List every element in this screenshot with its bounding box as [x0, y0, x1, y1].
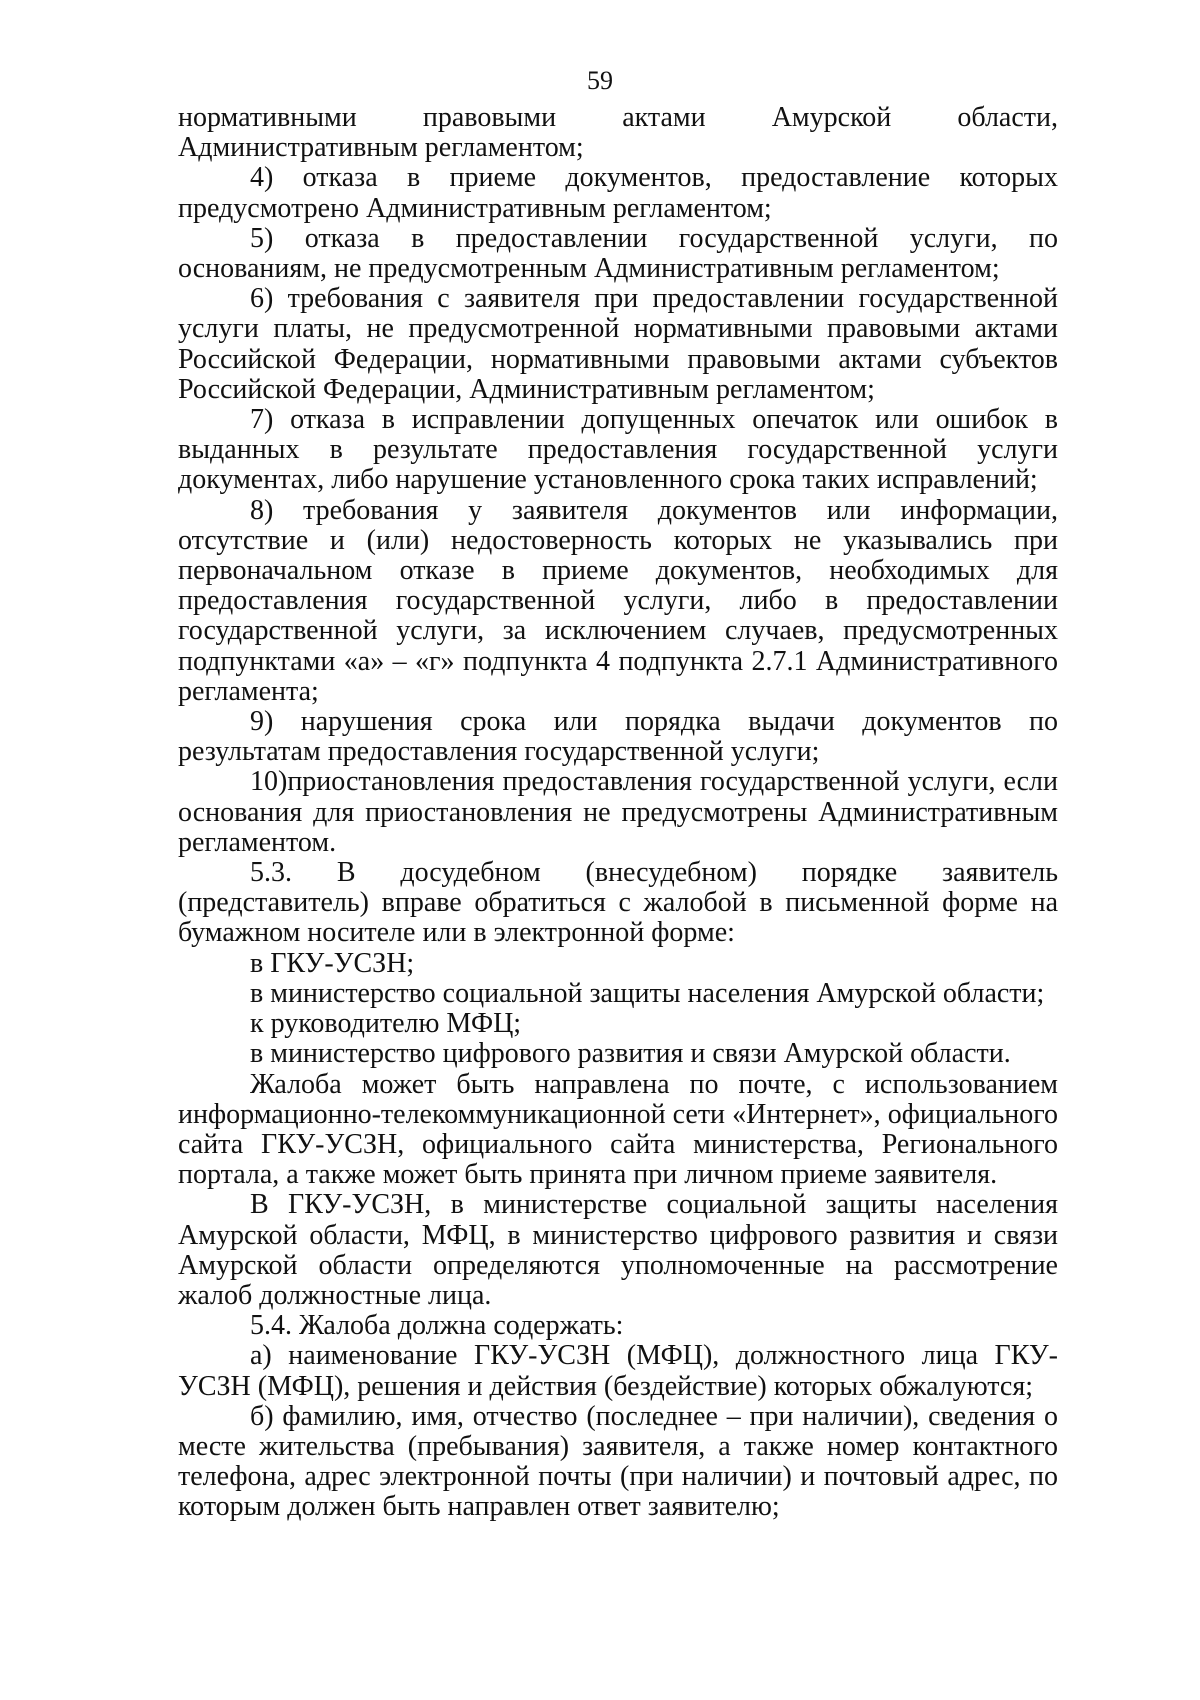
complaint-recipient-gku: в ГКУ-УСЗН; [250, 947, 415, 979]
complaint-recipient-mfc: к руководителю МФЦ; [250, 1008, 522, 1040]
list-item-8: 8) требования у заявителя документов или информации, отсутствие и (или) недостоверность которых не указывались при первоначальном отказе в приеме документов, необходимых для предоставления государственной услуги, либо в предоставлении государственной услуги, за исключением случаев, предусмотренных подпунктами «а» – «г» подпункта 4 подпункта 2.7.1 Административного регламента; [178, 494, 1058, 707]
complaint-channels-paragraph: Жалоба может быть направлена по почте, с использованием информационно-телекоммуникационной сети «Интернет», официального сайта ГКУ-УСЗН, официального сайта министерства, Регионального портала, а также может быть принята при личном приеме заявителя. [178, 1068, 1058, 1191]
list-item-5: 5) отказа в предоставлении государственной услуги, по основаниям, не предусмотренным Административным регламентом; [178, 222, 1058, 285]
section-5-4: 5.4. Жалоба должна содержать: [250, 1310, 624, 1342]
list-item-9: 9) нарушения срока или порядка выдачи документов по результатам предоставления государственной услуги; [178, 706, 1058, 768]
paragraph: нормативными правовыми актами Амурской области, Административным регламентом; [178, 102, 1058, 164]
document-body [178, 103, 1058, 1523]
list-item-6: 6) требования с заявителя при предоставлении государственной услуги платы, не предусмотренной нормативными правовыми актами Российской Федерации, нормативными правовыми актами субъектов Российской Федерации, Административным регламентом; [178, 283, 1058, 405]
authorized-officials-paragraph: В ГКУ-УСЗН, в министерстве социальной защиты населения Амурской области, МФЦ, в министерство цифрового развития и связи Амурской области определяются уполномоченные на рассмотрение жалоб должностные лица. [178, 1189, 1058, 1311]
complaint-recipient-ministry-digital: в министерство цифрового развития и связи Амурской области. [250, 1038, 1011, 1070]
page-number: 59 [587, 66, 613, 95]
list-item-b: б) фамилию, имя, отчество (последнее – при наличии), сведения о месте жительства (пребывания) заявителя, а также номер контактного телефона, адрес электронной почты (при наличии) и почтовый адрес, по которым должен быть направлен ответ заявителю; [178, 1400, 1058, 1523]
complaint-recipient-ministry-social: в министерство социальной защиты населения Амурской области; [250, 977, 1045, 1009]
list-item-10: 10)приостановления предоставления государственной услуги, если основания для приостановления не предусмотрены Административным регламентом. [178, 766, 1058, 858]
section-5-3: 5.3. В досудебном (внесудебном) порядке заявитель (представитель) вправе обратиться с жалобой в письменной форме на бумажном носителе или в электронной форме: [178, 857, 1058, 949]
list-item-7: 7) отказа в исправлении допущенных опечаток или ошибок в выданных в результате предоставления государственной услуги документах, либо нарушение установленного срока таких исправлений; [178, 404, 1058, 496]
list-item-4: 4) отказа в приеме документов, предоставление которых предусмотрено Административным регламентом; [178, 162, 1058, 224]
list-item-a: а) наименование ГКУ-УСЗН (МФЦ), должностного лица ГКУ-УСЗН (МФЦ), решения и действия (бездействие) которых обжалуются; [178, 1340, 1058, 1402]
